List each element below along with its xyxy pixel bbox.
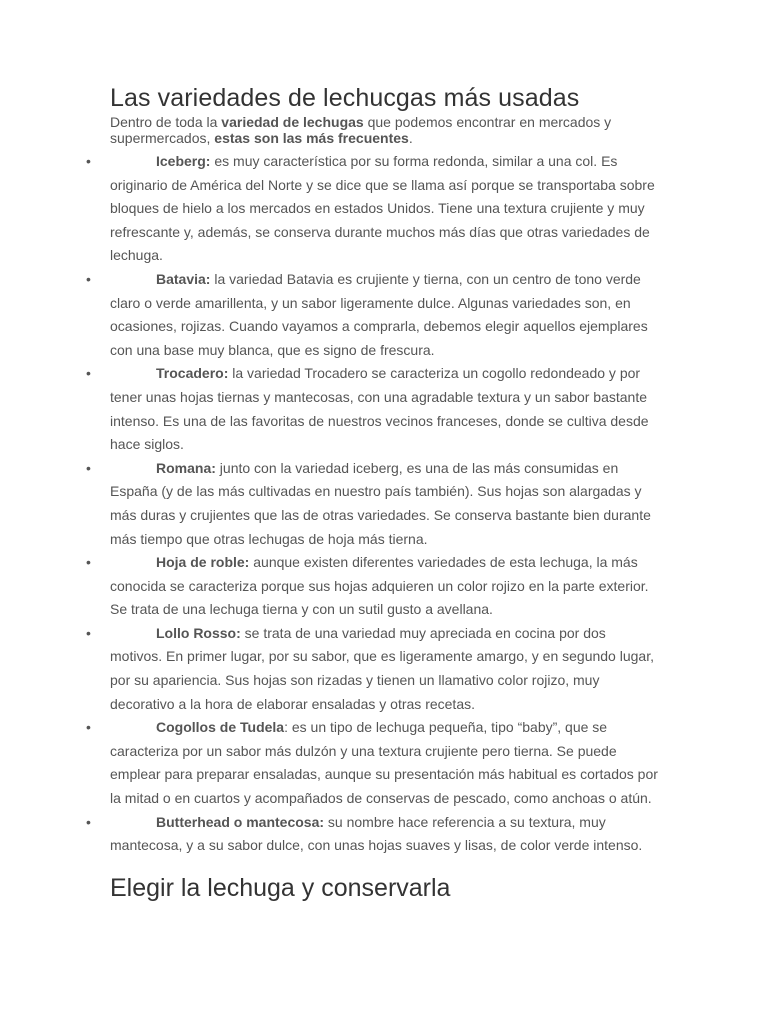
variety-term: Lollo Rosso: — [156, 624, 241, 641]
intro-text-3: . — [408, 130, 413, 146]
bullet-marker: • — [86, 554, 91, 571]
bullet-marker: • — [86, 719, 91, 736]
variety-description: la variedad Batavia es crujiente y tierna, con un centro de tono verde claro o verde amarillenta, y un sabor ligeramente dulce. Algunas variedades son, en ocasiones, rojizas. Cuando vayamos a comprarla, debemos elegir aquellos ejemplares con una base muy blanca, que es signo de frescura. — [110, 270, 648, 358]
variety-description: su nombre hace referencia a su textura, muy mantecosa, y a su sabor dulce, con unas hojas suaves y lisas, de color verde intenso. — [110, 813, 643, 854]
bullet-marker: • — [86, 813, 91, 830]
page-title: Las variedades de lechucgas más usadas — [110, 84, 580, 112]
bullet-marker: • — [86, 365, 91, 382]
variety-term: Butterhead o mantecosa: — [156, 813, 325, 830]
bullet-marker: • — [86, 270, 91, 287]
bullet-marker: • — [86, 153, 91, 169]
list-item — [0, 362, 660, 456]
variety-description: : es un tipo de lechuga pequeña, tipo “baby”, que se caracteriza por un sabor más dulzón y una textura crujiente pero tierna. Se puede emplear para preparar ensaladas, aunque su presentación más habitual es cortados por la mitad o en cuartos y acompañados de conservas de pescado, como anchoas o atún. — [110, 719, 658, 807]
variety-term: Cogollos de Tudela — [156, 719, 285, 736]
list-item — [0, 551, 660, 622]
list-item — [0, 716, 660, 810]
variety-term: Trocadero: — [156, 365, 229, 382]
bullet-marker: • — [86, 624, 91, 641]
intro-text-2: que podemos encontrar en mercados y supermercados, — [110, 114, 612, 146]
variety-description: la variedad Trocadero se caracteriza un cogollo redondeado y por tener unas hojas tiernas y mantecosas, con una agradable textura y un sabor bastante intenso. Es una de las favoritas de nuestros vecinos franceses, donde se cultiva desde hace siglos. — [110, 365, 649, 453]
list-item — [0, 268, 660, 362]
list-item — [0, 457, 660, 551]
intro-bold-2: estas son las más frecuentes — [214, 130, 409, 146]
list-item — [0, 622, 660, 716]
intro-text-1: Dentro de toda la — [110, 114, 222, 130]
variety-term: Iceberg: — [156, 153, 211, 169]
section-heading: Elegir la lechuga y conservarla — [110, 874, 451, 902]
variety-term: Romana: — [156, 459, 216, 476]
list-item — [0, 811, 660, 858]
intro-paragraph — [110, 114, 670, 146]
variety-description: junto con la variedad iceberg, es una de las más consumidas en España (y de las más cultivadas en nuestro país también). Sus hojas son alargadas y más duras y crujientes que las de otras variedades. Se conserva bastante bien durante más tiempo que otras lechugas de hoja más tierna. — [110, 459, 651, 547]
list-item — [0, 150, 660, 268]
variety-description: aunque existen diferentes variedades de esta lechuga, la más conocida se caracteriza porque sus hojas adquieren un color rojizo en la parte exterior. Se trata de una lechuga tierna y con un sutil gusto a avellana. — [110, 554, 649, 618]
variety-description: es muy característica por su forma redonda, similar a una col. Es originario de América del Norte y se dice que se llama así porque se transportaba sobre bloques de hielo a los mercados en estados Unidos. Tiene una textura crujiente y muy refrescante y, además, se conserva durante muchos más días que otras variedades de lechuga. — [110, 153, 655, 264]
variety-description: se trata de una variedad muy apreciada en cocina por dos motivos. En primer lugar, por su sabor, que es ligeramente amargo, y en segundo lugar, por su apariencia. Sus hojas son rizadas y tienen un llamativo color rojizo, muy decorativo a la hora de elaborar ensaladas y otras recetas. — [110, 624, 654, 712]
lettuce-variety-list — [0, 150, 768, 858]
variety-term: Hoja de roble: — [156, 554, 250, 571]
variety-term: Batavia: — [156, 270, 211, 287]
intro-bold-1: variedad de lechugas — [221, 114, 364, 130]
bullet-marker: • — [86, 459, 91, 476]
